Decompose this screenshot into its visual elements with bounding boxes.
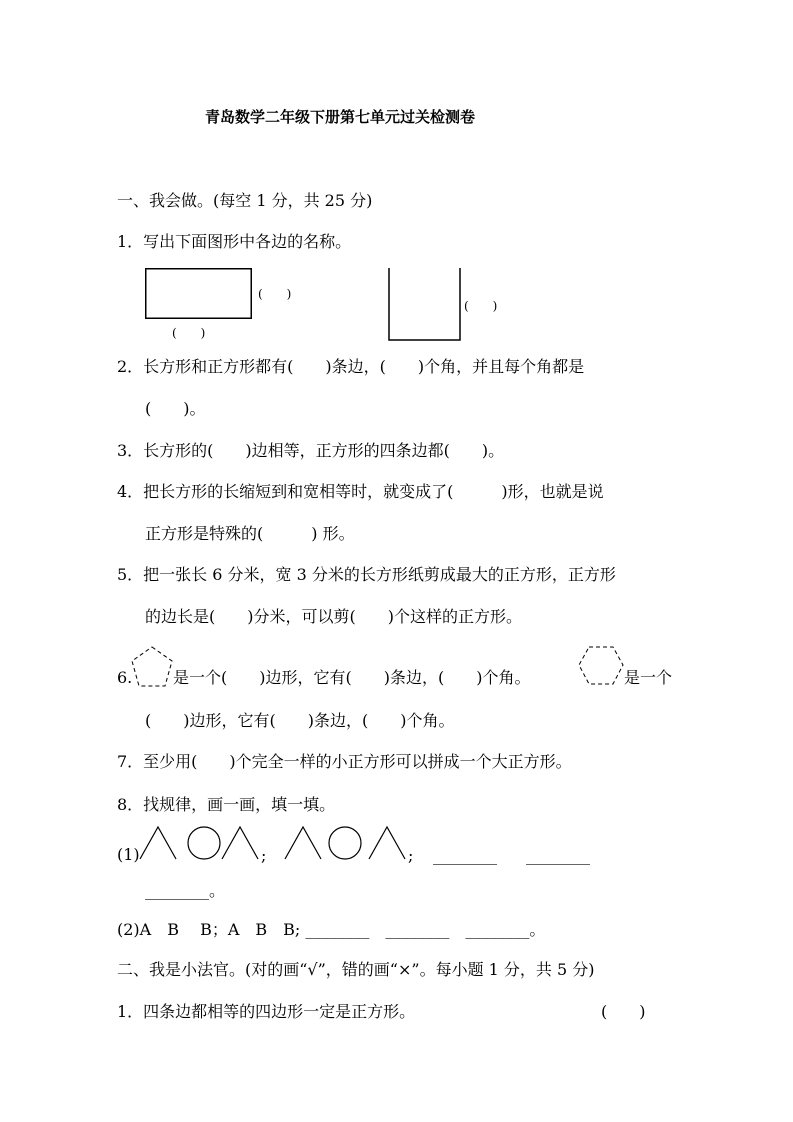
question-8-1-blank-1: ________: [433, 846, 497, 865]
triangle-shape: [285, 827, 321, 859]
pentagon-figure: [130, 646, 174, 688]
question-8-1-line2: ________。: [145, 881, 226, 900]
question-8: 8．找规律，画一画，填一填。: [117, 795, 336, 814]
triangle-shape: [140, 827, 176, 859]
question-1: 1．写出下面图形中各边的名称。: [117, 232, 352, 251]
question-6-line2: ( )边形，它有( )条边，( )个角。: [145, 711, 455, 730]
question-8-1-semicolon-1: ;: [261, 846, 267, 865]
open-square-figure: [388, 268, 462, 342]
section2-question-1-answer-blank: ( ): [601, 1002, 646, 1021]
pattern-figures: [140, 826, 400, 862]
section2-heading: 二、我是小法官。(对的画“√”，错的画“×”。每小题 1 分，共 5 分): [117, 960, 595, 979]
question-2-line2: ( )。: [145, 399, 206, 418]
question-6-part1: 是一个( )边形，它有( )条边，( )个角。: [173, 668, 531, 687]
page-title: 青岛数学二年级下册第七单元过关检测卷: [205, 108, 476, 126]
rectangle-side-blank-bottom: ( ): [172, 326, 206, 340]
question-5-line2: 的边长是( )分米，可以剪( )个这样的正方形。: [145, 607, 522, 626]
question-3: 3．长方形的( )边相等，正方形的四条边都( )。: [117, 441, 505, 460]
triangle-shape: [222, 827, 258, 859]
rectangle-figure: [145, 268, 253, 320]
hexagon-figure: [578, 646, 624, 686]
question-8-2: (2)A B B；A B B; ________ ________ ________。: [117, 920, 546, 939]
question-4-line1: 4．把长方形的长缩短到和宽相等时，就变成了( )形，也就是说: [117, 482, 604, 501]
triangle-shape: [369, 827, 405, 859]
section2-question-1: 1．四条边都相等的四边形一定是正方形。: [117, 1002, 416, 1021]
question-4-line2: 正方形是特殊的( ) 形。: [145, 524, 355, 543]
question-8-1-semicolon-2: ;: [408, 846, 414, 865]
circle-shape: [188, 827, 220, 859]
section1-heading: 一、我会做。(每空 1 分，共 25 分): [117, 191, 373, 210]
question-5-line1: 5．把一张长 6 分米，宽 3 分米的长方形纸剪成最大的正方形，正方形: [117, 565, 616, 584]
question-6-part2: 是一个: [624, 668, 673, 687]
question-2-line1: 2．长方形和正方形都有( )条边，( )个角，并且每个角都是: [117, 357, 585, 376]
rectangle-side-blank-right: ( ): [258, 287, 292, 301]
question-7: 7．至少用( )个完全一样的小正方形可以拼成一个大正方形。: [117, 752, 572, 771]
question-8-1-blank-2: ________: [526, 846, 590, 865]
question-8-1-label: (1): [117, 845, 140, 864]
circle-shape: [329, 827, 361, 859]
question-6-number: 6.: [117, 668, 133, 687]
open-square-side-blank: ( ): [464, 299, 498, 313]
